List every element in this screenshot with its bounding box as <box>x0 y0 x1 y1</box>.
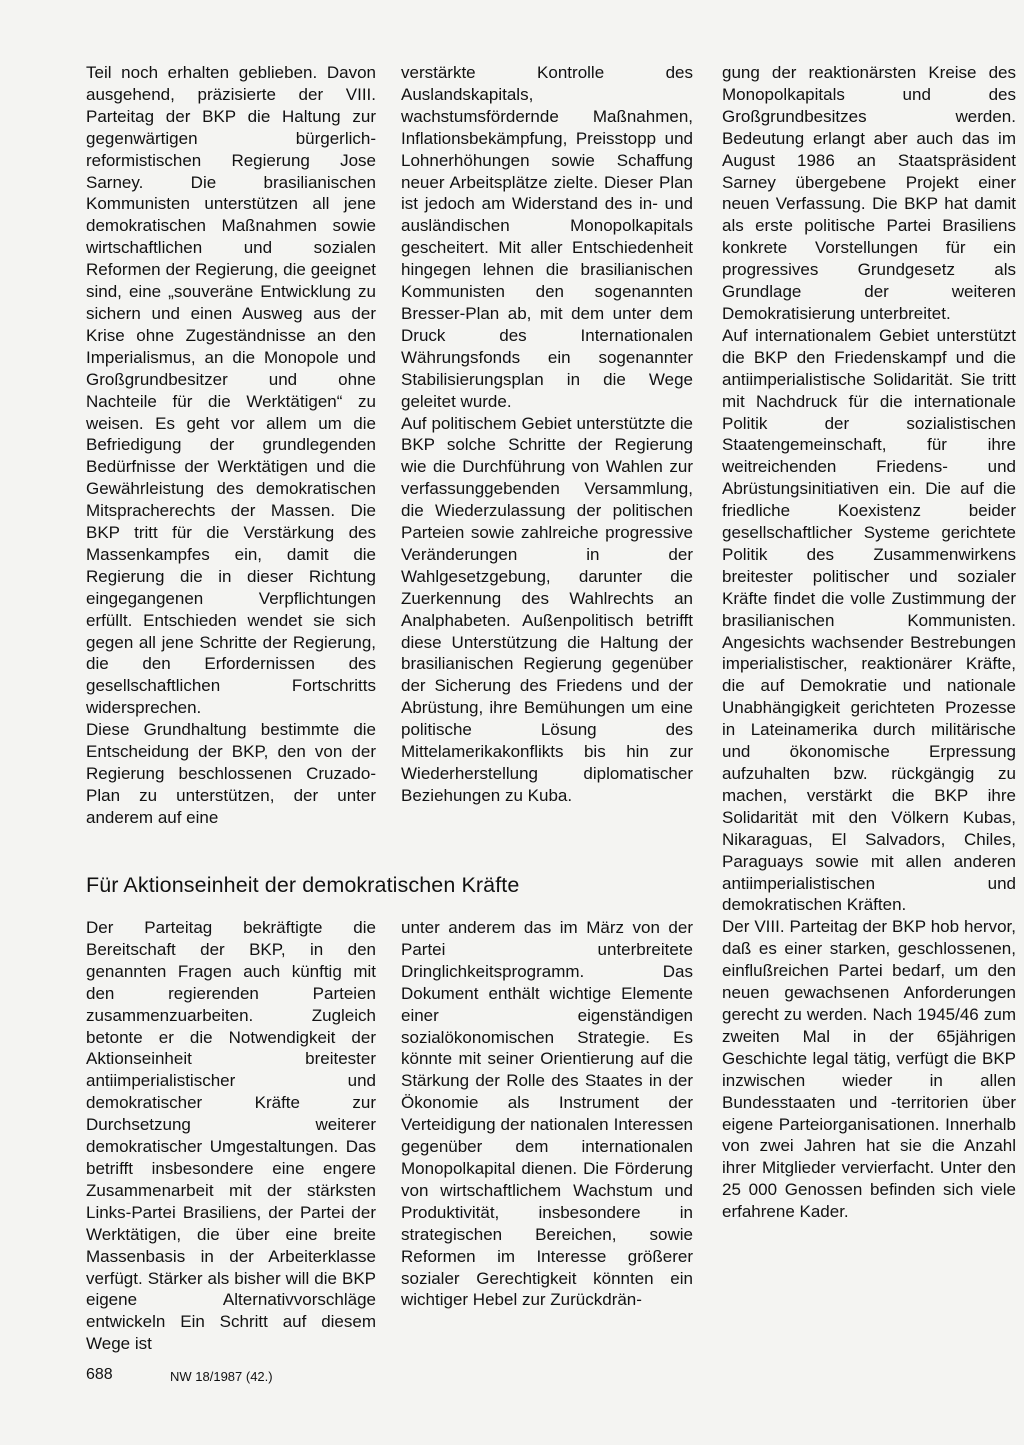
paragraph: Diese Grundhaltung bestimmte die Entscheidung der BKP, den von der Regierung beschlossenen Cruzado-Plan zu unterstützen, der unter anderem auf eine <box>86 720 376 827</box>
paragraph: Auf internationalem Gebiet unterstützt die BKP den Friedenskampf und die antiimperialistische Solidarität. Sie tritt mit Nachdruck für die internationale Politik der sozialistischen Staatengemeinschaft, für ihre weitreichenden Friedens- und Abrüstungsinitiativen ein. Die auf die friedliche Koexistenz beider gesellschaftlicher Systeme gerichtete Politik des Zusammenwirkens breitester politischer und sozialer Kräfte findet die volle Zustimmung der brasilianischen Kommunisten. Angesichts wachsender Bestrebungen imperialistischer, reaktionärer Kräfte, die auf Demokratie und nationale Unabhängigkeit gerichteten Prozesse in Lateinamerika durch militärische und ökonomische Erpressung aufzuhalten bzw. rückgängig zu machen, verstärkt die BKP ihre Solidarität mit den Völkern Kubas, Nikaraguas, El Salvadors, Chiles, Paraguays sowie mit allen anderen antiimperialistischen und demokratischen Kräften. <box>722 325 1016 915</box>
paragraph: verstärkte Kontrolle des Auslandskapitals, wachstumsfördernde Maßnahmen, Inflationsbekämpfung, Preisstopp und Lohnerhöhungen sowie Schaffung neuer Arbeitsplätze zielte. Dieser Plan ist jedoch am Widerstand des in- und ausländischen Monopolkapitals gescheitert. Mit aller Entschiedenheit hingegen lehnen die brasilianischen Kommunisten den sogenannten Bresser-Plan ab, mit dem unter dem Druck des Internationalen Währungsfonds ein sogenannter Stabilisierungsplan in die Wege geleitet wurde. <box>401 63 693 411</box>
column-bottom-middle <box>401 917 693 1311</box>
column-right <box>722 62 1016 1223</box>
column-top-left <box>86 62 376 829</box>
paragraph: unter anderem das im März von der Partei unterbreitete Dringlichkeitsprogramm. Das Dokument enthält wichtige Elemente einer eigenständigen sozialökonomischen Strategie. Es könnte mit seiner Orientierung auf die Stärkung der Rolle des Staates in der Ökonomie als Instrument der Verteidigung der nationalen Interessen gegenüber dem internationalen Monopolkapital dienen. Die Förderung von wirtschaftlichem Wachstum und Produktivität, insbesondere in strategischen Bereichen, sowie Reformen im Interesse größerer sozialer Gerechtigkeit könnten ein wichtiger Hebel zur Zurückdrän- <box>401 918 693 1310</box>
paragraph: gung der reaktionärsten Kreise des Monopolkapitals und des Großgrundbesitzes werden. Bedeutung erlangt aber auch das im August 1986 an Staatspräsident Sarney übergebene Projekt einer neuen Verfassung. Die BKP hat damit als erste politische Partei Brasiliens konkrete Vorstellungen für ein progressives Grundgesetz als Grundlage der weiteren Demokratisierung unterbreitet. <box>722 63 1016 323</box>
paragraph: Der Parteitag bekräftigte die Bereitschaft der BKP, in den genannten Fragen auch künftig mit den regierenden Parteien zusammenzuarbeiten. Zugleich betonte er die Notwendigkeit der Aktionseinheit breitester antiimperialistischer und demokratischer Kräfte zur Durchsetzung weiterer demokratischer Umgestaltungen. Das betrifft insbesondere eine engere Zusammenarbeit mit der stärksten Links-Partei Brasiliens, der Partei der Werktätigen, die über eine breite Massenbasis in der Arbeiterklasse verfügt. Stärker als bisher will die BKP eigene Alternativvorschläge entwickeln Ein Schritt auf diesem Wege ist <box>86 918 376 1354</box>
paragraph: Auf politischem Gebiet unterstützte die BKP solche Schritte der Regierung wie die Durchführung von Wahlen zur verfassunggebenden Versammlung, die Wiederzulassung der politischen Parteien sowie zahlreiche progressive Veränderungen in der Wahlgesetzgebung, darunter die Zuerkennung des Wahlrechts an Analphabeten. Außenpolitisch betrifft diese Unterstützung die Haltung der brasilianischen Regierung gegenüber der Sicherung des Friedens und der Abrüstung, ihre Bemühungen um eine politische Lösung des Mittelamerikakonflikts bis hin zur Wiederherstellung diplomatischer Beziehungen zu Kuba. <box>401 413 693 805</box>
paragraph: Teil noch erhalten geblieben. Davon ausgehend, präzisierte der VIII. Parteitag der BKP die Haltung zur gegenwärtigen bürgerlich-reformistischen Regierung Jose Sarney. Die brasilianischen Kommunisten unterstützen all jene demokratischen Maßnahmen sowie wirtschaftlichen und sozialen Reformen der Regierung, die geeignet sind, eine „souveräne Entwicklung zu sichern und einen Ausweg aus der Krise ohne Zugeständnisse an den Imperialismus, an die Monopole und Großgrundbesitzer und ohne Nachteile für die Werktätigen“ zu weisen. Es geht vor allem um die Befriedigung der grundlegenden Bedürfnisse der Werktätigen und die Gewährleistung des demokratischen Mitspracherechts der Massen. Die BKP tritt für die Verstärkung des Massenkampfes ein, damit die Regierung die in dieser Richtung eingegangenen Verpflichtungen erfüllt. Entschieden wendet sie sich gegen all jene Schritte der Regierung, die den Erfordernissen des gesellschaftlichen Fortschritts widersprechen. <box>86 63 376 718</box>
page-number: 688 <box>86 1366 113 1383</box>
paragraph: Der VIII. Parteitag der BKP hob hervor, daß es einer starken, geschlossenen, einflußreichen Partei bedarf, um den neuen gewachsenen Anforderungen gerecht zu werden. Nach 1945/46 zum zweiten Mal in der 65jährigen Geschichte legal tätig, verfügt die BKP inzwischen wieder in allen Bundesstaaten und -territorien über eigene Parteiorganisationen. Innerhalb von zwei Jahren hat sie die Anzahl ihrer Mitglieder vervierfacht. Unter den 25 000 Genossen befinden sich viele erfahrene Kader. <box>722 917 1016 1222</box>
column-bottom-left <box>86 917 376 1355</box>
section-heading: Für Aktionseinheit der demokratischen Kräfte <box>86 873 520 897</box>
source-reference: NW 18/1987 (42.) <box>170 1369 273 1384</box>
column-top-middle <box>401 62 693 807</box>
